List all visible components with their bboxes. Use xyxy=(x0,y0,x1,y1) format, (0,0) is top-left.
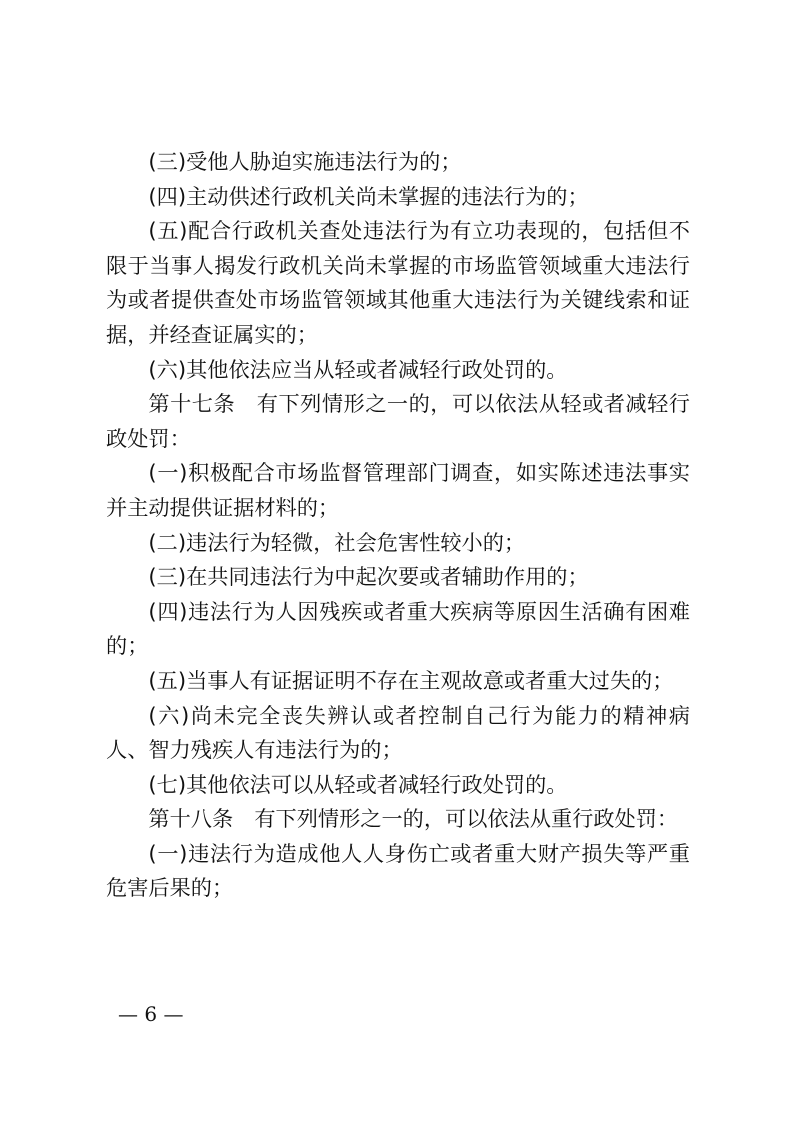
article-17-heading-paragraph: 第十七条 有下列情形之一的，可以依法从轻或者减轻行政处罚： xyxy=(106,391,690,451)
paragraph: (二)违法行为轻微，社会危害性较小的； xyxy=(148,529,526,555)
paragraph: (四)主动供述行政机关尚未掌握的违法行为的； xyxy=(148,183,589,209)
paragraph: (六)尚未完全丧失辨认或者控制自己行为能力的精神病人、智力残疾人有违法行为的； xyxy=(106,702,690,763)
document-body xyxy=(106,145,690,906)
paragraph: (一)违法行为造成他人人身伤亡或者重大财产损失等严重危害后果的； xyxy=(106,840,690,901)
paragraph: (三)受他人胁迫实施违法行为的； xyxy=(148,149,462,174)
paragraph: (四)违法行为人因残疾或者重大疾病等原因生活确有困难的； xyxy=(106,598,690,659)
paragraph: (一)积极配合市场监督管理部门调查，如实陈述违法事实并主动提供证据材料的； xyxy=(106,460,690,520)
paragraph: (六)其他依法应当从轻或者减轻行政处罚的。 xyxy=(148,356,568,382)
paragraph: (五)当事人有证据证明不存在主观故意或者重大过失的； xyxy=(148,667,674,693)
paragraph: (三)在共同违法行为中起次要或者辅助作用的； xyxy=(148,564,589,590)
paragraph: (七)其他依法可以从轻或者减轻行政处罚的。 xyxy=(148,771,568,797)
article-18-heading-paragraph: 第十八条 有下列情形之一的，可以依法从重行政处罚： xyxy=(148,806,679,832)
paragraph: (五)配合行政机关查处违法行为有立功表现的，包括但不限于当事人揭发行政机关尚未掌握的市场监管领域重大违法行为或者提供查处市场监管领域其他重大违法行为关键线索和证据，并经查证属实的； xyxy=(106,218,690,347)
page-number: — 6 — xyxy=(118,1002,184,1026)
